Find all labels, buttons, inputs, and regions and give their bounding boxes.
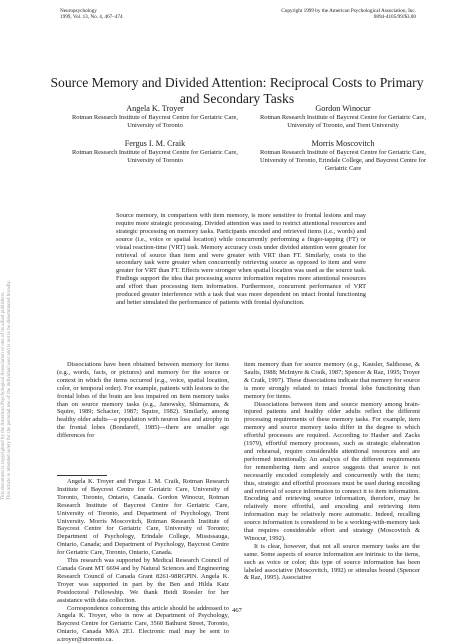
author-affiliation: Rotman Research Institute of Baycrest Centre for Geriatric Care, University of Toronto <box>64 114 246 130</box>
page-number: 467 <box>0 607 474 614</box>
copyright-line: Copyright 1999 by the American Psychological Association, Inc. <box>281 8 416 14</box>
side-notice-line-2: This article is intended solely for the personal use of the individual user and is not to be disseminated broadly. <box>7 170 13 500</box>
author-name: Morris Moscovitch <box>250 139 436 149</box>
author-affiliation: Rotman Research Institute of Baycrest Centre for Geriatric Care, University of Toronto, Erindale College, and Baycrest Centre for Geriatric Care <box>250 149 436 173</box>
author-affiliation: Rotman Research Institute of Baycrest Centre for Geriatric Care, University of Toronto, and Trent University <box>250 114 436 130</box>
abstract: Source memory, in comparison with item memory, is more sensitive to frontal lesions and may require more strategic processing. Divided attention was used to restrict attentional resources and strategic processing on memory tasks. Participants encoded and retrieved items (i.e., words) and source (i.e., voice or spatial location) while concurrently performing a finger-tapping (FT) or visual reaction-time (VRT) task. Memory accuracy costs under divided attention were greater for retrieval of source than item and were greater with VRT than FT. Similarly, costs to the secondary task were greater when concurrently retrieving source as opposed to item and were greater for VRT than FT. Effects were stronger when spatial location was used as the source task. Findings support the idea that processing source information requires more attentional resources and effort than processing item information. Furthermore, concurrent performance of VRT produced greater interference with a task that was more dependent on intact frontal functioning and better simulated the performance of patients with frontal dysfunction. <box>116 212 366 307</box>
body-paragraph: Dissociations have been obtained between memory for items (e.g., words, facts, or pictures) and memory for the source or context in which the items occurred (e.g., voice, spatial location, color, or temporal order). For example, patients with lesions to the frontal lobes of the brain are less impaired on item memory tasks than on source memory tasks (e.g., Janowsky, Shimamura, & Squire, 1989; Schacter, 1987; Squire, 1982). Similarly, among healthy older adults—a population with neuron loss and atrophy in the frontal lobes (Bondareff, 1985)—there are smaller age differences for <box>57 361 229 440</box>
side-notice-line-1: This document is copyrighted by the American Psychological Association or one of its allied publishers. <box>1 170 7 500</box>
journal-citation: 1999, Vol. 13, No. 4, 467–474 <box>60 14 123 20</box>
footnote-rule <box>57 475 107 476</box>
footnote-correspondence: Correspondence concerning this article should be addressed to Angela K. Troyer, who is now at Department of Psychology, Baycrest Centre for Geriatric Care, 3560 Bathurst Street, Toronto, Ontario, Canada M6A 2E1. Electronic mail may be sent to a.troyer@utoronto.ca. <box>57 605 229 644</box>
author-block-troyer <box>64 104 246 130</box>
body-paragraph: Dissociations between item and source memory among brain-injured patients and healthy older adults reflect the different processing requirements of these memory tasks. For example, item memory and source memory tasks differ in the degree to which effortful processes are required. According to Hasher and Zacks (1979), effortful memory processes, such as strategic elaboration and rehearsal, require considerable attentional resources and are performed intentionally. An analysis of the different requirements for remembering item and source suggests that source is not necessarily encoded completely and concurrently with the item; thus, strategic and effortful processes must be used during encoding and retrieval of source information to connect it to item information. Encoding and retrieving source information, therefore, may be relatively more effortful, and encoding and retrieving item information may be relatively more automatic. Indeed, recalling source information is considered to be a working-with-memory task that requires considerable effort and strategy (Moscovitch & Winocur, 1992). <box>244 401 420 543</box>
author-block-winocur <box>250 104 436 130</box>
running-header-right <box>281 8 416 21</box>
running-header-left <box>60 8 123 21</box>
footnote-affiliations: Angela K. Troyer and Fergus I. M. Craik, Rotman Research Institute of Baycrest Centre for Geriatric Care, University of Toronto, Toronto, Ontario, Canada. Gordon Winocur, Rotman Research Institute of Baycrest Centre for Geriatric Care, University of Toronto, and Department of Psychology, Trent University. Morris Moscovitch, Rotman Research Institute of Baycrest Centre for Geriatric Care, University of Toronto; Department of Psychology, Erindale College, Mississauga, Ontario, Canada; and Department of Psychology, Baycrest Centre for Geriatric Care, Toronto, Ontario, Canada. <box>57 478 229 557</box>
article-title: Source Memory and Divided Attention: Reciprocal Costs to Primary and Secondary Tasks <box>40 75 434 107</box>
author-name: Fergus I. M. Craik <box>64 139 246 149</box>
author-block-moscovitch <box>250 139 436 173</box>
footnote-funding: This research was supported by Medical Research Council of Canada Grant MT 6694 and by Natural Sciences and Engineering Research Council of Canada Grant 8261-98RGPIN. Angela K. Troyer was supported in part by the Ben and Hilda Katz Postdoctoral Fellowship. We thank Heidi Roesler for her assistance with data collection. <box>57 557 229 604</box>
author-name: Angela K. Troyer <box>64 104 246 114</box>
issn-line: 0894-4105/99/$3.00 <box>281 14 416 20</box>
author-block-craik <box>64 139 246 165</box>
journal-name: Neuropsychology <box>60 8 123 14</box>
body-column-left <box>57 361 229 440</box>
author-name: Gordon Winocur <box>250 104 436 114</box>
author-footnotes <box>57 478 229 644</box>
body-paragraph: item memory than for source memory (e.g., Kausler, Salthouse, & Saults, 1988; McIntyre & Craik, 1987; Spencer & Raz, 1995; Troyer & Craik, 1997). These dissociations indicate that memory for source is more strongly related to intact frontal lobe functioning than memory for items. <box>244 361 420 401</box>
body-paragraph: It is clear, however, that not all source memory tasks are the same. Some aspects of source information are intrinsic to the items, such as voice or color; this type of source information has been labeled associative (Moscovitch, 1992) or stimulus bound (Spencer & Raz, 1995). Associative <box>244 543 420 583</box>
body-column-right <box>244 361 420 582</box>
copyright-side-notice <box>1 170 21 500</box>
author-affiliation: Rotman Research Institute of Baycrest Centre for Geriatric Care, University of Toronto <box>64 149 246 165</box>
